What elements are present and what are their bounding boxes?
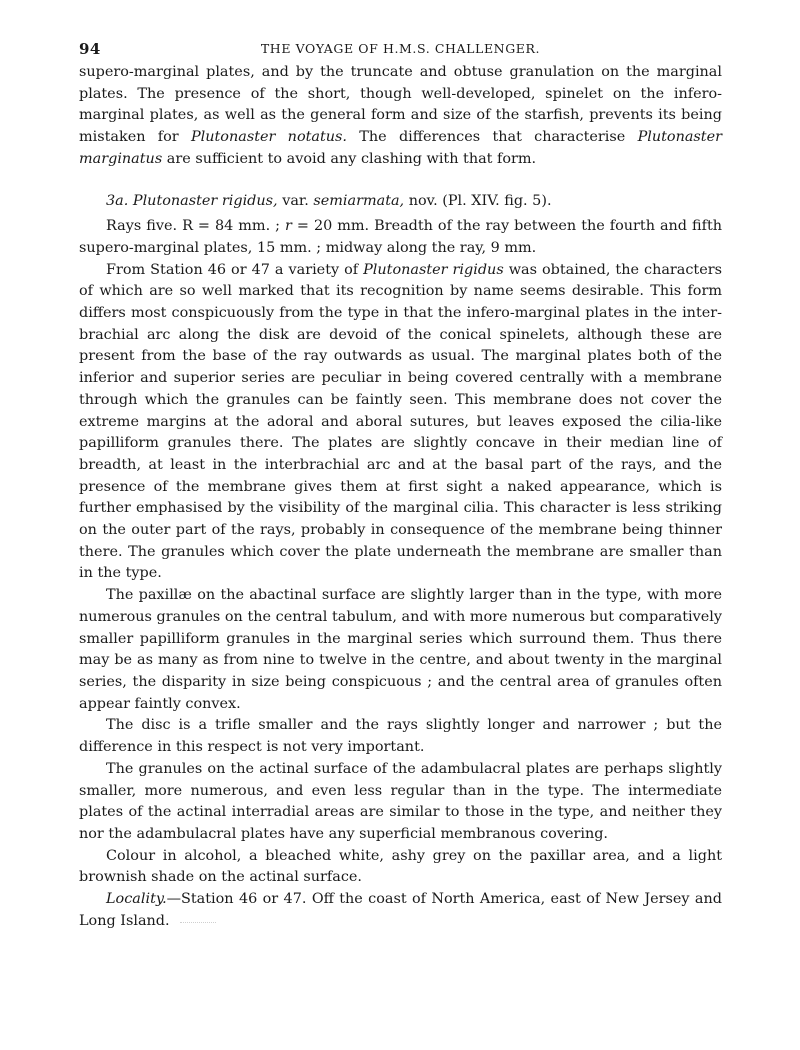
paxillae-paragraph: The paxillæ on the abactinal surface are slightly larger than in the type, with more numerous granules on the central tabulum, and with more numerous but comparatively smaller papilliform granules in the marginal series which surround them. Thus there may be as many as from nine to twelve in the centre, and about twenty in the marginal series, the disparity in size being conspicuous ; and the central area of granules often appear faintly convex. bbox=[79, 587, 722, 712]
taxon-name: Plutonaster notatus. bbox=[190, 129, 347, 146]
measurements-paragraph: Rays five. R = 84 mm. ; r = 20 mm. Breadth of the ray between the fourth and fifth supero-marginal plates, 15 mm. ; midway along the ray, 9 mm. bbox=[79, 218, 722, 256]
description-paragraph: From Station 46 or 47 a variety of Plutonaster rigidus was obtained, the characters of which are so well marked that its recognition by name seems desirable. This form differs most conspicuously from the type in that the infero-marginal plates in the inter-brachial arc along the disk are devoid of the conical spinelets, although these are present from the base of the ray outwards as usual. The marginal plates both of the inferior and superior series are peculiar in being covered centrally with a membrane through which the granules can be faintly seen. This membrane does not cover the extreme margins at the adoral and aboral sutures, but leaves exposed the cilia-like papilliform granules there. The plates are slightly concave in their median line of breadth, at least in the interbrachial arc and at the basal part of the rays, and the presence of the membrane gives them at first sight a naked appearance, which is further emphasised by the visibility of the marginal cilia. This character is less striking on the outer part of the rays, probably in consequence of the membrane being thinner there. The granules which cover the plate underneath the membrane are smaller than in the type. bbox=[79, 261, 722, 582]
page bbox=[79, 40, 722, 932]
intro-paragraph: supero-marginal plates, and by the truncate and obtuse granulation on the marginal plates. The presence of the short, though well-developed, spinelet on the infero-marginal plates, as well as the general form and size of the starfish, prevents its being mistaken for Plutonaster notatus. The differences that characterise Plutonaster marginatus are sufficient to avoid any clashing with that form. bbox=[79, 64, 722, 167]
faint-mark bbox=[180, 918, 216, 923]
page-number: 94 bbox=[79, 40, 101, 58]
locality-label: Locality. bbox=[106, 891, 167, 908]
colour-paragraph: Colour in alcohol, a bleached white, ashy grey on the paxillar area, and a light brownish shade on the actinal surface. bbox=[79, 847, 722, 886]
taxon-name: Plutonaster marginatus bbox=[79, 129, 722, 167]
body-text bbox=[79, 62, 722, 932]
running-header bbox=[79, 40, 722, 62]
section-heading: 3a. Plutonaster rigidus, var. semiarmata, nov. (Pl. XIV. fig. 5). bbox=[106, 192, 552, 209]
disc-paragraph: The disc is a trifle smaller and the rays slightly longer and narrower ; but the difference in this respect is not very important. bbox=[79, 717, 722, 756]
taxon-name: Plutonaster rigidus bbox=[363, 261, 504, 278]
running-title: THE VOYAGE OF H.M.S. CHALLENGER. bbox=[260, 41, 541, 56]
species-name: Plutonaster rigidus, bbox=[132, 192, 278, 209]
locality-paragraph: Locality.—Station 46 or 47. Off the coast of North America, east of New Jersey and Long Island. bbox=[79, 891, 722, 929]
actinal-paragraph: The granules on the actinal surface of the adambulacral plates are perhaps slightly smaller, more numerous, and even less regular than in the type. The intermediate plates of the actinal interradial areas are similar to those in the type, and neither they nor the adambulacral plates have any superficial membranous covering. bbox=[79, 760, 722, 842]
variety-name: semiarmata, bbox=[313, 192, 405, 209]
section-number: 3a. bbox=[106, 192, 129, 209]
